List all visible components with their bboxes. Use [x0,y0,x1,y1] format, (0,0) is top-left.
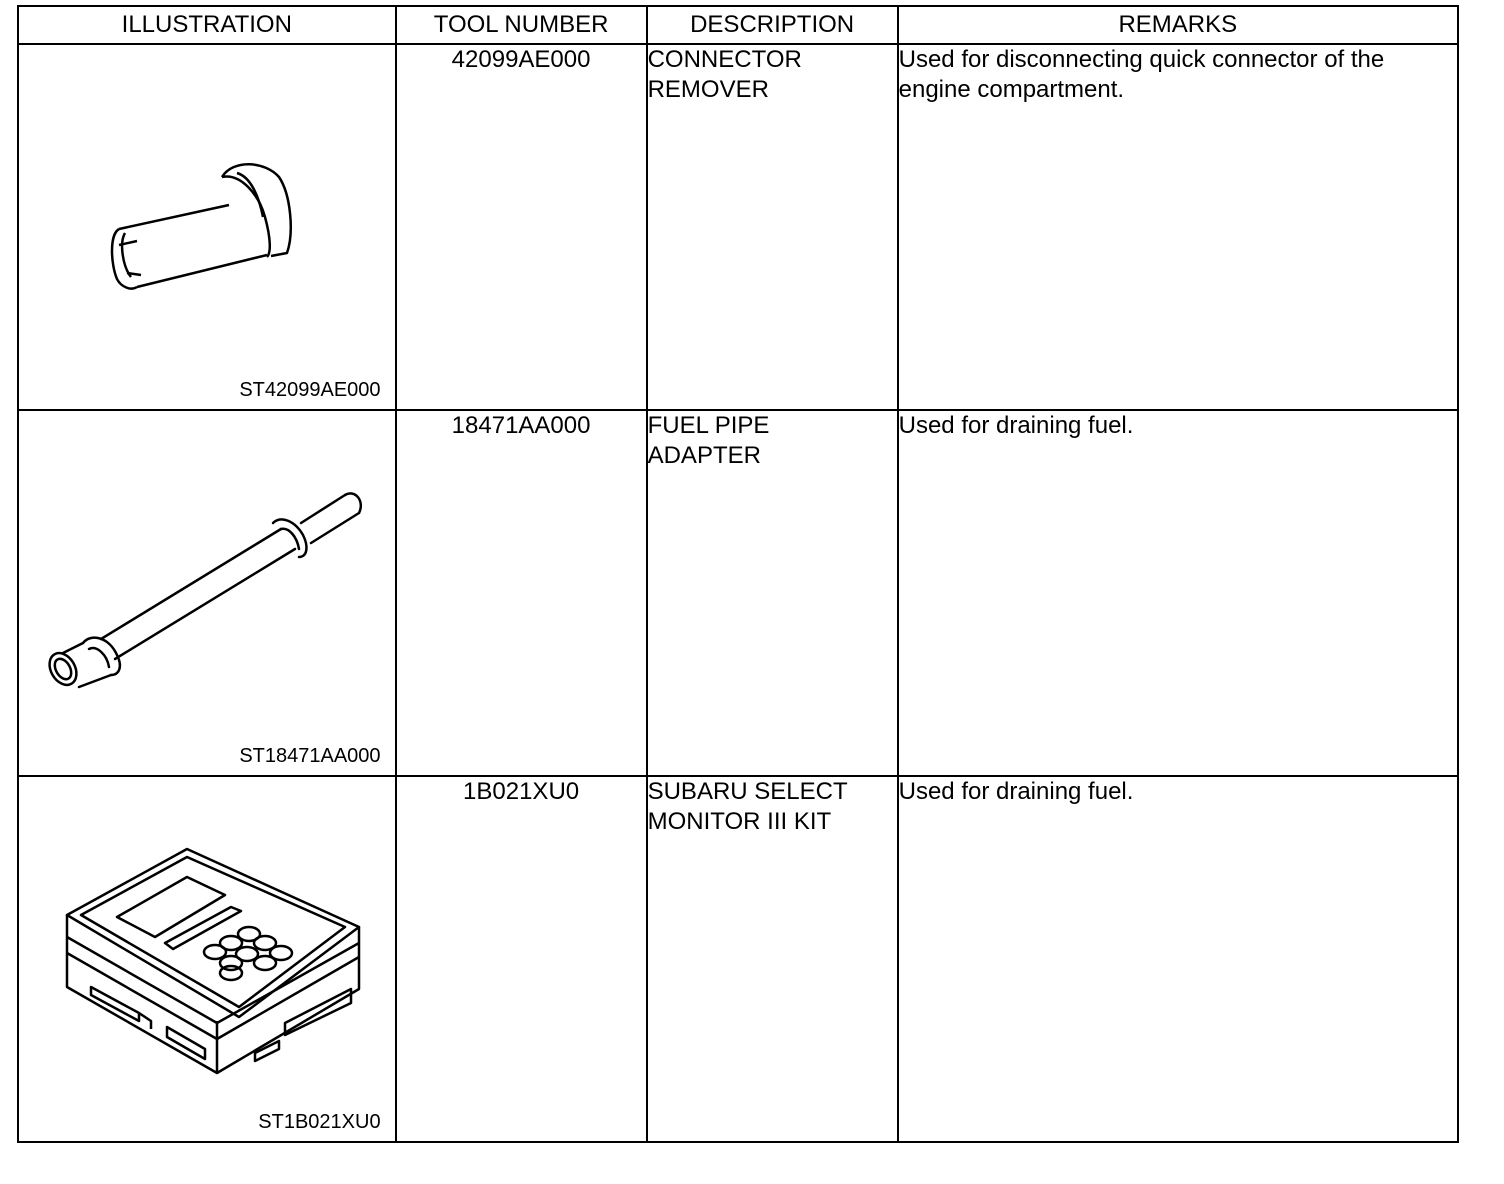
table-row [18,410,1458,776]
header-tool-number: TOOL NUMBER [396,6,647,44]
select-monitor-kit-icon [19,777,395,1141]
description-cell [647,44,898,410]
connector-remover-icon [19,45,395,409]
header-description: DESCRIPTION [647,6,898,44]
remarks-line: Used for draining fuel. [898,412,1134,439]
description-line: REMOVER [647,76,769,103]
illustration-code: ST42099AE000 [239,379,381,401]
description-line: FUEL PIPE [647,412,770,439]
tool-number: 1B021XU0 [463,778,580,805]
tool-number: 18471AA000 [451,412,591,439]
illustration-cell [18,44,396,410]
description-line: ADAPTER [647,442,761,469]
remarks-line: engine compartment. [898,76,1125,103]
illustration-code: ST1B021XU0 [258,1111,381,1133]
illustration-cell [18,410,396,776]
description-cell [647,410,898,776]
header-row [18,6,1458,44]
description-cell [647,776,898,1142]
table-row [18,776,1458,1142]
remarks-line: Used for draining fuel. [898,778,1134,805]
remarks-cell [898,410,1458,776]
illustration-code: ST18471AA000 [239,745,381,767]
description-line: CONNECTOR [647,46,802,73]
description-line: SUBARU SELECT [647,778,848,805]
tool-number-cell [396,410,647,776]
tool-number: 42099AE000 [451,46,591,73]
fuel-pipe-adapter-icon [19,411,395,775]
illustration-cell [18,776,396,1142]
tool-number-cell [396,44,647,410]
table-row [18,44,1458,410]
header-remarks: REMARKS [898,6,1458,44]
description-line: MONITOR III KIT [647,808,832,835]
remarks-cell [898,44,1458,410]
special-tools-table [17,5,1459,1143]
header-illustration: ILLUSTRATION [18,6,396,44]
remarks-cell [898,776,1458,1142]
remarks-line: Used for disconnecting quick connector of the [898,46,1385,73]
tool-number-cell [396,776,647,1142]
